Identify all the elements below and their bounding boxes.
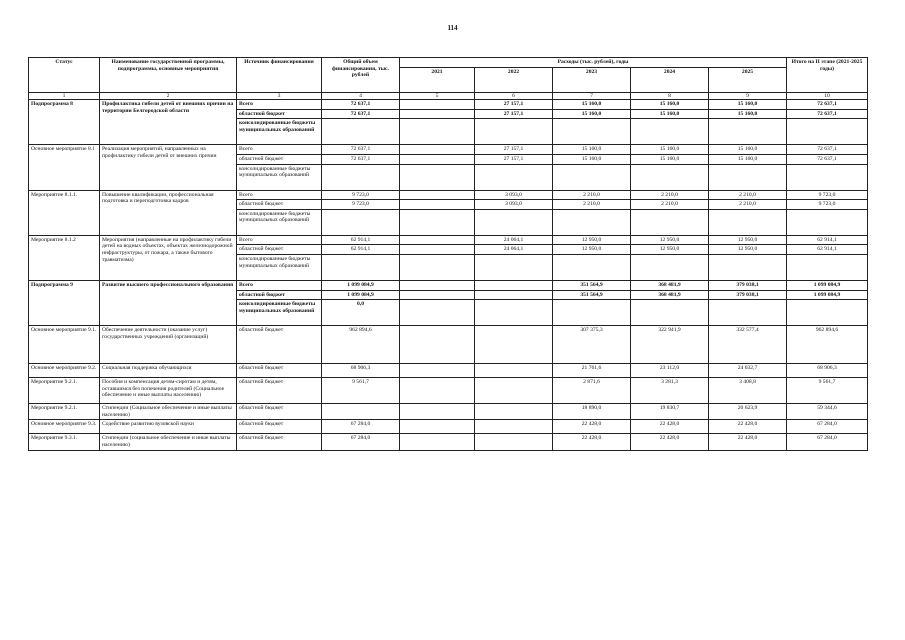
row-name: Стипендии (социальное обеспечение и иные выплаты населению) [100, 434, 237, 450]
table-row [29, 100, 868, 110]
table-row [29, 190, 868, 200]
row-status: Основное мероприятие 8.1 [29, 145, 100, 190]
cell-y2025: 2 210,0 [709, 200, 787, 210]
cell-y2023 [553, 164, 631, 190]
row-status: Мероприятие 8.1.1. [29, 190, 100, 235]
cell-y2022 [475, 300, 553, 326]
cell-y2022 [475, 119, 553, 145]
row-source: областной бюджет [237, 404, 322, 420]
cell-y2024: 19 830,7 [631, 404, 709, 420]
cell-y2024: 368 481,9 [631, 280, 709, 290]
header-name: Наименование государственной программы, подпрограммы, основные мероприятия [100, 58, 237, 93]
row-status: Мероприятие 9.2.1. [29, 404, 100, 420]
header-source: Источник финансирования [237, 58, 322, 93]
cell-y2023: 22 428,0 [553, 434, 631, 450]
cell-total: 72 637,1 [322, 109, 400, 119]
cell-y2021 [400, 164, 475, 190]
column-index: 5 [400, 92, 475, 100]
row-source: областной бюджет [237, 378, 322, 404]
row-source: консолидированные бюджеты муниципальных образований [237, 300, 322, 326]
cell-itogo: 1 099 084,9 [787, 280, 868, 290]
cell-y2022: 27 157,1 [475, 109, 553, 119]
row-name: Развитие высшего профессионального образования [100, 280, 237, 325]
cell-total: 72 637,1 [322, 154, 400, 164]
column-index-row [29, 92, 868, 100]
cell-y2024: 368 481,9 [631, 290, 709, 300]
cell-y2021 [400, 235, 475, 245]
table-row [29, 378, 868, 404]
cell-itogo: 962 894,6 [787, 326, 868, 364]
row-source: Всего [237, 145, 322, 155]
cell-y2021 [400, 245, 475, 255]
cell-y2024: 322 941,9 [631, 326, 709, 364]
cell-total: 962 894,6 [322, 326, 400, 364]
row-source: областной бюджет [237, 364, 322, 378]
cell-y2023: 15 160,0 [553, 100, 631, 110]
row-source: Всего [237, 190, 322, 200]
cell-y2022 [475, 420, 553, 434]
cell-y2025: 24 032,7 [709, 364, 787, 378]
cell-y2024: 15 160,0 [631, 109, 709, 119]
cell-y2022 [475, 254, 553, 280]
cell-total: 67 284,0 [322, 434, 400, 450]
table-row [29, 364, 868, 378]
table-body [29, 100, 868, 450]
cell-y2022 [475, 378, 553, 404]
header-year-2025: 2025 [709, 67, 787, 92]
row-source: Всего [237, 100, 322, 110]
cell-y2024: 15 160,0 [631, 145, 709, 155]
column-index: 2 [100, 92, 237, 100]
cell-y2025: 22 428,0 [709, 420, 787, 434]
cell-y2023: 351 564,9 [553, 290, 631, 300]
row-status: Основное мероприятие 9.3. [29, 420, 100, 434]
cell-y2024 [631, 209, 709, 235]
row-source: областной бюджет [237, 326, 322, 364]
cell-y2025: 15 160,0 [709, 154, 787, 164]
cell-y2021 [400, 200, 475, 210]
row-status: Подпрограмма 9 [29, 280, 100, 325]
cell-y2023: 21 761,6 [553, 364, 631, 378]
header-itogo: Итого на II этапе (2021-2025 годы) [787, 58, 868, 93]
cell-y2023: 15 160,0 [553, 154, 631, 164]
row-source: консолидированные бюджеты муниципальных образований [237, 209, 322, 235]
header-year-2024: 2024 [631, 67, 709, 92]
cell-y2023: 22 428,0 [553, 420, 631, 434]
table-row [29, 404, 868, 420]
cell-y2024: 15 160,0 [631, 154, 709, 164]
cell-y2022: 24 064,1 [475, 245, 553, 255]
cell-total: 62 914,1 [322, 245, 400, 255]
cell-itogo: 67 284,0 [787, 434, 868, 450]
cell-y2024: 22 428,0 [631, 420, 709, 434]
cell-itogo: 59 344,6 [787, 404, 868, 420]
cell-total: 1 099 084,9 [322, 280, 400, 290]
cell-itogo [787, 300, 868, 326]
cell-y2025 [709, 119, 787, 145]
cell-total: 0,0 [322, 300, 400, 326]
cell-y2024: 2 210,0 [631, 200, 709, 210]
cell-y2021 [400, 300, 475, 326]
cell-y2022 [475, 164, 553, 190]
cell-y2021 [400, 326, 475, 364]
row-source: областной бюджет [237, 154, 322, 164]
header-total: Общий объем финансирования, тыс. рублей [322, 58, 400, 93]
column-index: 7 [553, 92, 631, 100]
cell-y2023: 2 871,6 [553, 378, 631, 404]
cell-y2022 [475, 290, 553, 300]
header-expenses: Расходы (тыс. рублей), годы [400, 58, 787, 68]
row-source: областной бюджет [237, 420, 322, 434]
cell-y2023: 15 160,0 [553, 145, 631, 155]
cell-itogo: 62 914,1 [787, 245, 868, 255]
cell-y2021 [400, 378, 475, 404]
cell-y2024: 2 210,0 [631, 190, 709, 200]
cell-y2024 [631, 300, 709, 326]
cell-y2025: 12 950,0 [709, 245, 787, 255]
row-source: областной бюджет [237, 109, 322, 119]
row-name: Пособия и компенсация детям-сиротам и детям, оставшимся без попечения родителей (Социальное обеспечение и иные выплаты населению) [100, 378, 237, 404]
cell-y2025: 332 577,4 [709, 326, 787, 364]
cell-y2022 [475, 364, 553, 378]
cell-y2023: 2 210,0 [553, 200, 631, 210]
table-row [29, 326, 868, 364]
cell-itogo [787, 209, 868, 235]
row-status: Мероприятие 8.1.2 [29, 235, 100, 280]
cell-y2023: 15 160,0 [553, 109, 631, 119]
column-index: 4 [322, 92, 400, 100]
cell-y2021 [400, 254, 475, 280]
cell-y2024 [631, 164, 709, 190]
cell-y2021 [400, 420, 475, 434]
column-index: 6 [475, 92, 553, 100]
row-source: консолидированные бюджеты муниципальных образований [237, 254, 322, 280]
row-name: Содействие развитию вузовской науки [100, 420, 237, 434]
cell-y2025: 3 408,8 [709, 378, 787, 404]
cell-y2023: 12 950,0 [553, 235, 631, 245]
cell-y2024: 22 428,0 [631, 434, 709, 450]
column-index: 9 [709, 92, 787, 100]
row-source: областной бюджет [237, 290, 322, 300]
cell-itogo [787, 254, 868, 280]
cell-total [322, 404, 400, 420]
cell-y2022 [475, 434, 553, 450]
cell-y2025: 15 160,0 [709, 100, 787, 110]
row-source: консолидированные бюджеты муниципальных образований [237, 164, 322, 190]
cell-y2022: 3 093,0 [475, 190, 553, 200]
cell-total: 67 284,0 [322, 420, 400, 434]
cell-y2021 [400, 154, 475, 164]
cell-y2024 [631, 119, 709, 145]
cell-total: 72 637,1 [322, 145, 400, 155]
cell-total [322, 119, 400, 145]
cell-y2023: 12 950,0 [553, 245, 631, 255]
cell-itogo: 67 284,0 [787, 420, 868, 434]
column-index: 1 [29, 92, 100, 100]
cell-itogo: 1 099 084,9 [787, 290, 868, 300]
cell-y2025: 15 160,0 [709, 109, 787, 119]
header-year-2021: 2021 [400, 67, 475, 92]
row-status: Основное мероприятие 9.2. [29, 364, 100, 378]
financing-table [28, 57, 868, 451]
cell-itogo [787, 119, 868, 145]
cell-y2025: 20 623,9 [709, 404, 787, 420]
cell-y2021 [400, 109, 475, 119]
cell-y2021 [400, 280, 475, 290]
cell-y2022: 27 157,1 [475, 154, 553, 164]
row-source: Всего [237, 235, 322, 245]
cell-y2024: 3 281,3 [631, 378, 709, 404]
cell-y2021 [400, 290, 475, 300]
row-name: Стипендии (Социальное обеспечение и иные выплаты населению) [100, 404, 237, 420]
row-source: консолидированные бюджеты муниципальных образований [237, 119, 322, 145]
row-source: областной бюджет [237, 434, 322, 450]
cell-total [322, 209, 400, 235]
cell-y2021 [400, 434, 475, 450]
cell-total: 68 906,3 [322, 364, 400, 378]
cell-y2025 [709, 254, 787, 280]
cell-total: 72 637,1 [322, 100, 400, 110]
cell-y2023 [553, 300, 631, 326]
cell-total: 9 723,0 [322, 190, 400, 200]
cell-y2022: 27 157,1 [475, 100, 553, 110]
cell-y2022 [475, 280, 553, 290]
row-name: Реализация мероприятий, направленных на профилактику гибели детей от внешних причин [100, 145, 237, 190]
cell-y2025: 12 950,0 [709, 235, 787, 245]
cell-y2025: 379 038,1 [709, 290, 787, 300]
table-header [29, 58, 868, 100]
cell-total [322, 254, 400, 280]
row-status: Мероприятие 9.2.1. [29, 378, 100, 404]
cell-total: 9 561,7 [322, 378, 400, 404]
cell-itogo: 9 723,0 [787, 190, 868, 200]
cell-total: 9 723,0 [322, 200, 400, 210]
cell-y2023: 2 210,0 [553, 190, 631, 200]
cell-y2025: 379 038,1 [709, 280, 787, 290]
cell-y2025: 22 428,0 [709, 434, 787, 450]
row-status: Подпрограмма 8 [29, 100, 100, 145]
cell-itogo [787, 164, 868, 190]
cell-y2025 [709, 300, 787, 326]
row-name: Профилактика гибели детей от внешних причин на территории Белгородской области [100, 100, 237, 145]
cell-itogo: 72 637,1 [787, 145, 868, 155]
cell-y2023 [553, 119, 631, 145]
row-status: Основное мероприятие 9.1. [29, 326, 100, 364]
row-source: Всего [237, 280, 322, 290]
cell-y2022 [475, 326, 553, 364]
cell-y2021 [400, 100, 475, 110]
cell-y2021 [400, 209, 475, 235]
cell-itogo: 9 723,0 [787, 200, 868, 210]
cell-y2024 [631, 254, 709, 280]
cell-y2023: 18 890,0 [553, 404, 631, 420]
table-row [29, 145, 868, 155]
cell-y2025: 15 160,0 [709, 145, 787, 155]
row-name: Обеспечение деятельности (оказание услуг) государственных учреждений (организаций) [100, 326, 237, 364]
table-row [29, 420, 868, 434]
cell-y2023: 307 375,3 [553, 326, 631, 364]
row-name: Социальная поддержка обучающихся [100, 364, 237, 378]
row-status: Мероприятие 9.3.1. [29, 434, 100, 450]
cell-y2022 [475, 209, 553, 235]
cell-y2025: 2 210,0 [709, 190, 787, 200]
row-name: Повышение квалификации, профессиональная подготовка и переподготовка кадров [100, 190, 237, 235]
cell-itogo: 9 561,7 [787, 378, 868, 404]
cell-y2023: 351 564,9 [553, 280, 631, 290]
column-index: 10 [787, 92, 868, 100]
cell-y2023 [553, 254, 631, 280]
cell-y2023 [553, 209, 631, 235]
cell-itogo: 62 914,1 [787, 235, 868, 245]
table-row [29, 235, 868, 245]
cell-total [322, 164, 400, 190]
cell-y2022: 27 157,1 [475, 145, 553, 155]
cell-y2024: 15 160,0 [631, 100, 709, 110]
cell-y2022: 3 093,0 [475, 200, 553, 210]
header-year-2022: 2022 [475, 67, 553, 92]
cell-y2021 [400, 145, 475, 155]
cell-y2021 [400, 404, 475, 420]
cell-y2021 [400, 119, 475, 145]
column-index: 8 [631, 92, 709, 100]
cell-y2021 [400, 190, 475, 200]
cell-y2022 [475, 404, 553, 420]
row-source: областной бюджет [237, 200, 322, 210]
cell-y2024: 12 950,0 [631, 235, 709, 245]
header-status: Статус [29, 58, 100, 93]
cell-total: 1 099 084,9 [322, 290, 400, 300]
page-number: 114 [447, 24, 458, 32]
row-source: областной бюджет [237, 245, 322, 255]
cell-y2021 [400, 364, 475, 378]
cell-itogo: 72 637,1 [787, 154, 868, 164]
column-index: 3 [237, 92, 322, 100]
header-year-2023: 2023 [553, 67, 631, 92]
cell-itogo: 68 906,3 [787, 364, 868, 378]
table-row [29, 434, 868, 450]
cell-total: 62 914,1 [322, 235, 400, 245]
row-name: Мероприятия (направленные на профилактику гибели детей на водных объектах, объектах железнодорожной инфраструктуры, от пожара, а также бытового травматизма) [100, 235, 237, 280]
cell-itogo: 72 637,1 [787, 109, 868, 119]
cell-y2024: 12 950,0 [631, 245, 709, 255]
table-row [29, 280, 868, 290]
cell-y2022: 24 064,1 [475, 235, 553, 245]
cell-itogo: 72 637,1 [787, 100, 868, 110]
cell-y2025 [709, 164, 787, 190]
cell-y2025 [709, 209, 787, 235]
cell-y2024: 23 112,0 [631, 364, 709, 378]
